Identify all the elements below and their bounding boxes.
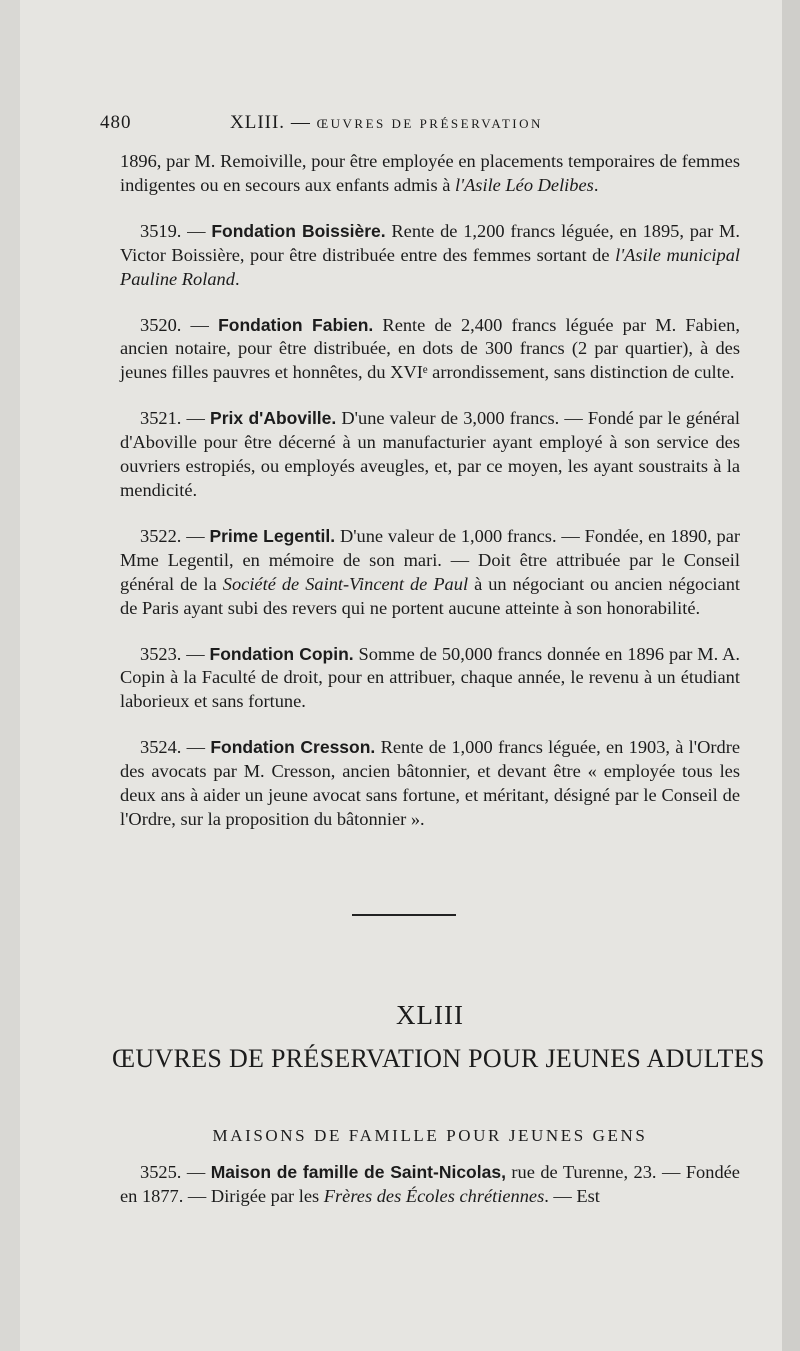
- header-dash: —: [290, 112, 311, 133]
- continuation-paragraph: 1896, par M. Remoiville, pour être employée en placements temporaires de femmes indigentes ou en secours aux enfants admis à l'Asile Léo Delibes.: [120, 151, 740, 195]
- section-divider: [352, 914, 456, 916]
- section-subheading: MAISONS DE FAMILLE POUR JEUNES GENS: [212, 1126, 648, 1145]
- entry-3519: 3519. — Fondation Boissière. Rente de 1,200 francs léguée, en 1895, par M. Victor Boissière, pour être distribuée entre des femmes sortant de l'Asile municipal Pauline Roland.: [120, 220, 740, 289]
- running-title-text: ŒUVRES DE PRÉSERVATION: [316, 116, 543, 131]
- page-edge: [782, 0, 800, 1351]
- running-title: [230, 112, 543, 134]
- entry-title: Prime Legentil.: [209, 525, 336, 546]
- entry-3522: 3522. — Prime Legentil. D'une valeur de 1,000 francs. — Fondée, en 1890, par Mme Legentil, en mémoire de son mari. — Doit être attribuée par le Conseil général de la Société de Saint-Vincent de Paul à un négociant ou ancien négociant de Paris ayant subi des revers qui ne portent aucune atteinte à son honorabilité.: [120, 525, 740, 618]
- body-text: [120, 150, 740, 832]
- entry-title: Fondation Fabien.: [218, 314, 374, 335]
- page-number: 480: [100, 112, 132, 133]
- chapter-title: ŒUVRES DE PRÉSERVATION POUR JEUNES ADULTES: [112, 1044, 765, 1073]
- entry-title: Fondation Cresson.: [210, 737, 376, 758]
- entry-3524: 3524. — Fondation Cresson. Rente de 1,000 francs léguée, en 1903, à l'Ordre des avocats par M. Cresson, ancien bâtonnier, et devant être « employée tous les deux ans à aider un jeune avocat sans fortune, et méritant, désigné par le Conseil de l'Ordre, sur la proposition du bâtonnier ».: [120, 737, 740, 829]
- body-text-bottom: [120, 1160, 740, 1208]
- entry-3521: 3521. — Prix d'Aboville. D'une valeur de 3,000 francs. — Fondé par le général d'Aboville pour être décerné à un manufacturier ayant employé à son service des ouvriers estropiés, ou employés aveugles, et, par ce moyen, les ayant soustraits à la mendicité.: [120, 408, 740, 500]
- running-header: [100, 112, 740, 138]
- chapter-ref: XLIII.: [230, 112, 286, 133]
- entry-title: Fondation Boissière.: [211, 220, 386, 241]
- entry-3520: 3520. — Fondation Fabien. Rente de 2,400 francs léguée par M. Fabien, ancien notaire, pour être distribuée, en dots de 300 francs (2 par quartier), à des jeunes filles pauvres et honnêtes, du XVIᵉ arrondissement, sans distinction de culte.: [120, 314, 740, 383]
- entry-3523: 3523. — Fondation Copin. Somme de 50,000 francs donnée en 1896 par M. A. Copin à la Faculté de droit, pour en attribuer, chaque année, le revenu à un étudiant laborieux et sans fortune.: [120, 643, 740, 712]
- entry-title: Fondation Copin.: [209, 643, 354, 664]
- entry-title: Maison de famille de Saint-Nicolas,: [210, 1162, 506, 1182]
- chapter-number: XLIII: [396, 1000, 464, 1030]
- entry-3525: 3525. — Maison de famille de Saint-Nicolas, rue de Turenne, 23. — Fondée en 1877. — Dirigée par les Frères des Écoles chrétiennes. — Est: [120, 1162, 740, 1206]
- entry-title: Prix d'Aboville.: [210, 408, 337, 429]
